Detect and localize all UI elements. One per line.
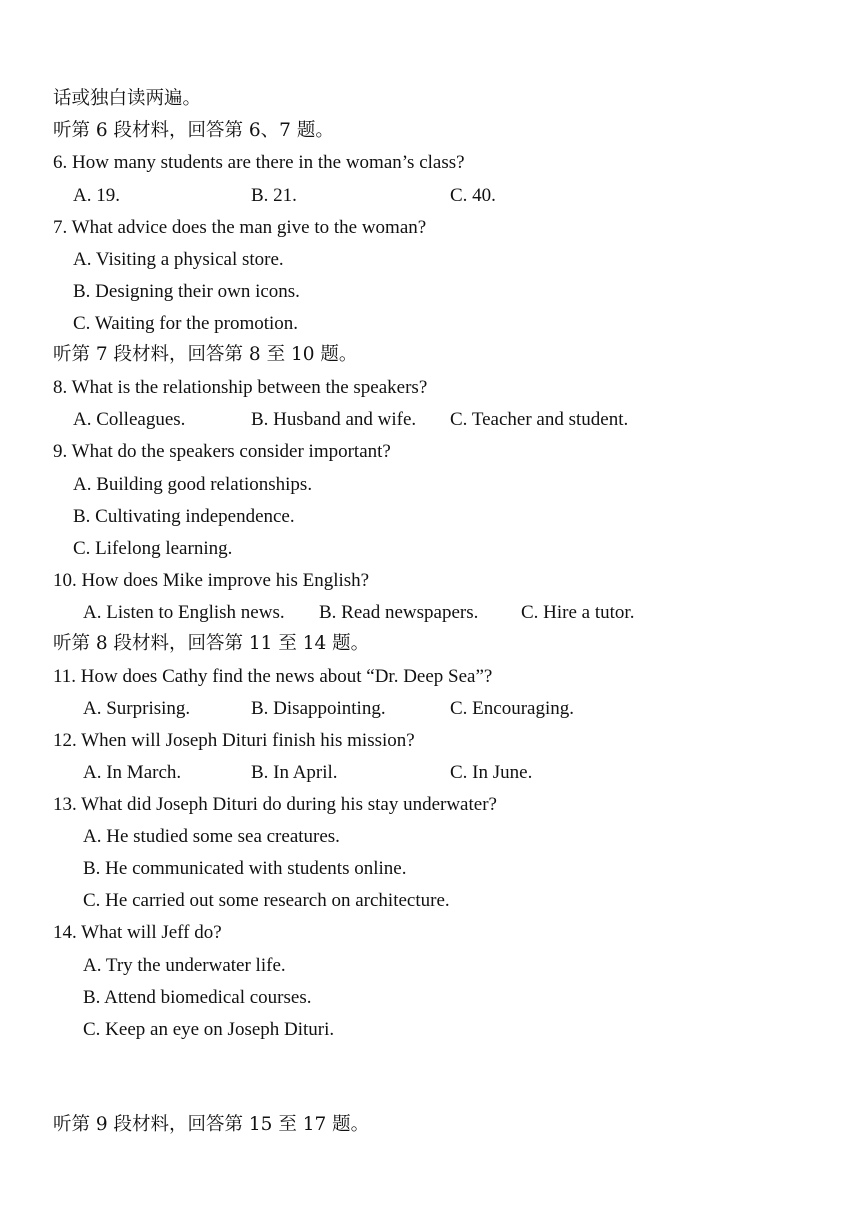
question-8-option-b: B. Husband and wife. (251, 409, 417, 430)
question-14-stem: 14. What will Jeff do? (53, 922, 222, 943)
question-10-option-c: C. Hire a tutor. (521, 602, 635, 623)
question-11-option-c: C. Encouraging. (450, 698, 575, 719)
question-7-stem: 7. What advice does the man give to the woman? (53, 217, 427, 238)
question-13-option-c: C. He carried out some research on architecture. (83, 890, 450, 911)
question-8-option-c: C. Teacher and student. (450, 409, 629, 430)
question-12-option-c: C. In June. (450, 762, 533, 783)
question-10-option-b: B. Read newspapers. (319, 602, 479, 623)
question-10-option-a: A. Listen to English news. (83, 602, 285, 623)
question-7-option-c: C. Waiting for the promotion. (73, 313, 299, 334)
question-12-option-b: B. In April. (251, 762, 338, 783)
question-8-option-a: A. Colleagues. (73, 409, 186, 430)
question-6-option-a: A. 19. (73, 185, 120, 206)
question-10-stem: 10. How does Mike improve his English? (53, 570, 370, 591)
question-12-stem: 12. When will Joseph Dituri finish his mission? (53, 730, 415, 751)
question-12-option-a: A. In March. (83, 762, 182, 783)
section-heading-8: 听第 8 段材料，回答第 11 至 14 题。 (53, 633, 370, 654)
question-9-option-c: C. Lifelong learning. (73, 538, 233, 559)
question-11-option-a: A. Surprising. (83, 698, 191, 719)
question-14-option-c: C. Keep an eye on Joseph Dituri. (83, 1019, 335, 1040)
question-11-stem: 11. How does Cathy find the news about “Dr. Deep Sea”? (53, 666, 493, 687)
section-heading-6: 听第 6 段材料，回答第 6、7 题。 (53, 120, 334, 141)
question-6-option-b: B. 21. (251, 185, 297, 206)
question-13-option-a: A. He studied some sea creatures. (83, 826, 340, 847)
question-14-option-a: A. Try the underwater life. (83, 955, 286, 976)
question-9-option-a: A. Building good relationships. (73, 474, 313, 495)
question-11-option-b: B. Disappointing. (251, 698, 386, 719)
question-8-stem: 8. What is the relationship between the speakers? (53, 377, 428, 398)
question-9-stem: 9. What do the speakers consider important? (53, 441, 391, 462)
question-7-option-a: A. Visiting a physical store. (73, 249, 284, 270)
question-9-option-b: B. Cultivating independence. (73, 506, 295, 527)
question-13-option-b: B. He communicated with students online. (83, 858, 407, 879)
question-14-option-b: B. Attend biomedical courses. (83, 987, 312, 1008)
question-6-stem: 6. How many students are there in the woman’s class? (53, 152, 465, 173)
question-7-option-b: B. Designing their own icons. (73, 281, 300, 302)
question-13-stem: 13. What did Joseph Dituri do during his stay underwater? (53, 794, 497, 815)
section-heading-9: 听第 9 段材料，回答第 15 至 17 题。 (53, 1114, 370, 1135)
intro-tail: 话或独白读两遍。 (53, 88, 202, 109)
section-heading-7: 听第 7 段材料，回答第 8 至 10 题。 (53, 344, 358, 365)
question-6-option-c: C. 40. (450, 185, 496, 206)
